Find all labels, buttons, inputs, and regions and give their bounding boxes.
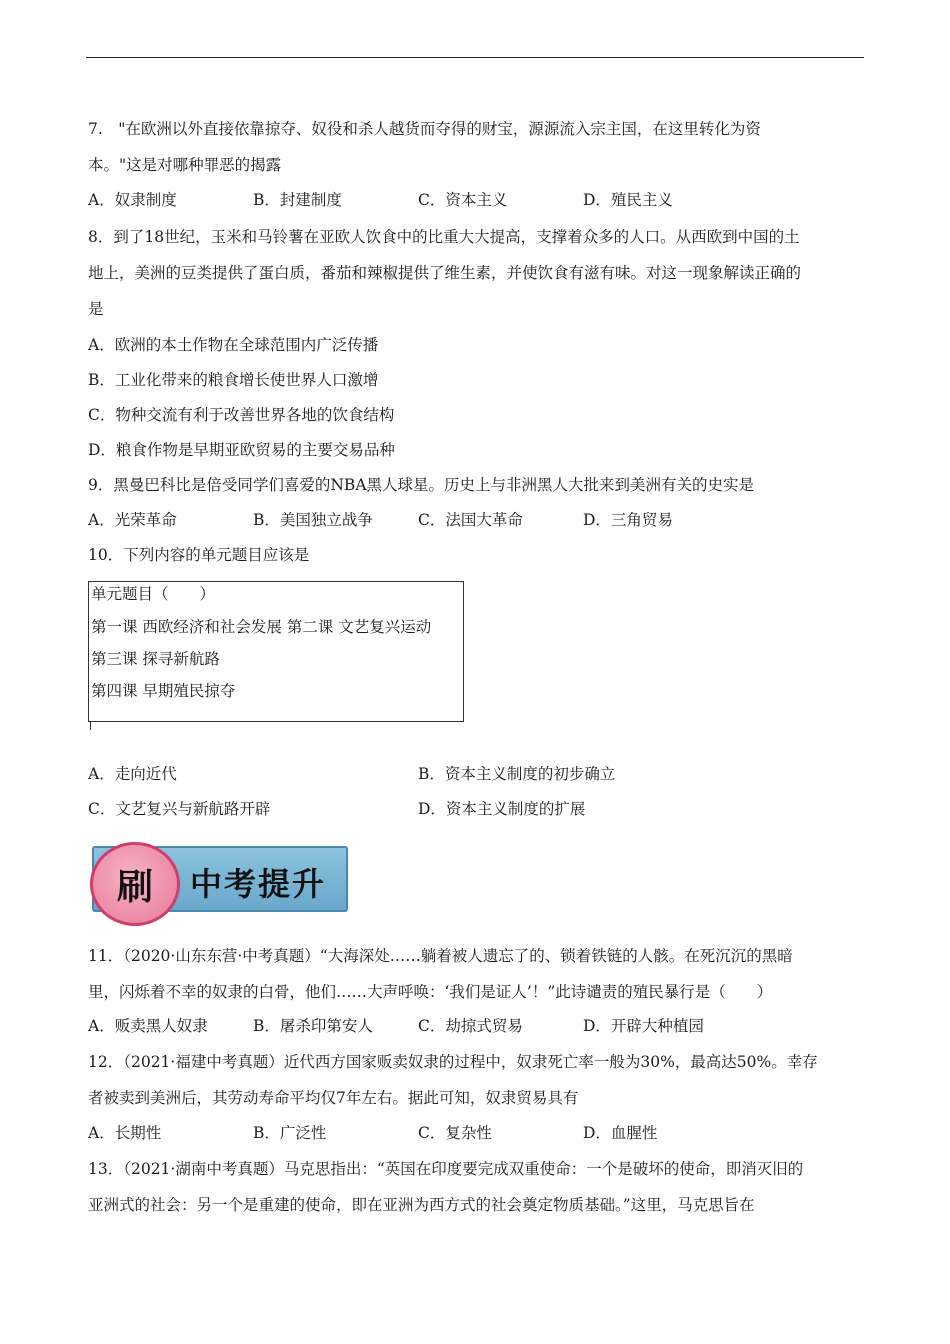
q12-option-a[interactable]: A．长期性 [88, 1124, 162, 1142]
q12-option-c[interactable]: C．复杂性 [418, 1124, 492, 1142]
q12-stem-line2: 者被卖到美洲后，其劳动寿命平均仅7年左右。据此可知，奴隶贸易具有 [88, 1089, 579, 1107]
banner-circle-badge: 刷 [90, 842, 180, 926]
q10-stem: 10．下列内容的单元题目应该是 [88, 546, 310, 564]
box-line-title: 单元题目（ ） [91, 585, 216, 603]
box-cursor-mark [90, 722, 91, 730]
q8-stem-line3: 是 [88, 300, 104, 318]
q8-stem-line2: 地上，美洲的豆类提供了蛋白质，番茄和辣椒提供了维生素，并使饮食有滋有味。对这一现象解读正确的 [88, 264, 802, 282]
box-line-lessons-1-2: 第一课 西欧经济和社会发展 第二课 文艺复兴运动 [91, 618, 432, 636]
q7-stem-line1: 7. "在欧洲以外直接依靠掠夺、奴役和杀人越货而夺得的财宝，源源流入宗主国，在这里转化为资 [88, 120, 761, 138]
section-banner [90, 842, 350, 914]
banner-title: 中考提升 [190, 865, 327, 903]
q10-option-d[interactable]: D．资本主义制度的扩展 [418, 800, 586, 818]
q12-stem-line1: 12．（2021·福建中考真题）近代西方国家贩卖奴隶的过程中，奴隶死亡率一般为30%，最高达50%。幸存 [88, 1053, 818, 1071]
q7-option-b[interactable]: B．封建制度 [253, 191, 342, 209]
q8-option-c[interactable]: C．物种交流有利于改善世界各地的饮食结构 [88, 406, 395, 424]
q7-stem-line2: 本。"这是对哪种罪恶的揭露 [88, 156, 282, 174]
box-line-lesson-4: 第四课 早期殖民掠夺 [91, 682, 236, 700]
q11-stem-line2: 里，闪烁着不幸的奴隶的白骨，他们……大声呼唤：‘我们是证人’！”此诗谴责的殖民暴行是（ ） [88, 983, 773, 1001]
q10-option-b[interactable]: B．资本主义制度的初步确立 [418, 765, 616, 783]
q11-option-d[interactable]: D．开辟大种植园 [583, 1017, 704, 1035]
q9-option-d[interactable]: D．三角贸易 [583, 511, 673, 529]
q7-option-d[interactable]: D．殖民主义 [583, 191, 673, 209]
q9-option-a[interactable]: A．光荣革命 [88, 511, 177, 529]
q8-option-a[interactable]: A．欧洲的本土作物在全球范围内广泛传播 [88, 336, 379, 354]
q13-stem-line2: 亚洲式的社会：另一个是重建的使命，即在亚洲为西方式的社会奠定物质基础。”这里，马克思旨在 [88, 1196, 755, 1214]
q10-option-a[interactable]: A．走向近代 [88, 765, 177, 783]
q11-stem-line1: 11．（2020·山东东营·中考真题）“大海深处……躺着被人遗忘了的、锁着铁链的人骸。在死沉沉的黑暗 [88, 947, 793, 965]
q9-option-b[interactable]: B．美国独立战争 [253, 511, 373, 529]
q7-option-a[interactable]: A．奴隶制度 [88, 191, 177, 209]
q9-option-c[interactable]: C．法国大革命 [418, 511, 523, 529]
q9-stem: 9．黑曼巴科比是倍受同学们喜爱的NBA黑人球星。历史上与非洲黑人大批来到美洲有关的史实是 [88, 476, 755, 494]
q12-option-b[interactable]: B．广泛性 [253, 1124, 327, 1142]
q8-option-b[interactable]: B．工业化带来的粮食增长使世界人口激增 [88, 371, 379, 389]
q10-option-c[interactable]: C．文艺复兴与新航路开辟 [88, 800, 271, 818]
q8-option-d[interactable]: D．粮食作物是早期亚欧贸易的主要交易品种 [88, 441, 395, 459]
q12-option-d[interactable]: D．血腥性 [583, 1124, 658, 1142]
q13-stem-line1: 13．（2021·湖南中考真题）马克思指出：“英国在印度要完成双重使命：一个是破坏的使命，即消灭旧的 [88, 1160, 804, 1178]
q11-option-b[interactable]: B．屠杀印第安人 [253, 1017, 373, 1035]
header-rule [86, 57, 864, 58]
unit-content-box [88, 581, 464, 722]
q11-option-c[interactable]: C．劫掠式贸易 [418, 1017, 523, 1035]
q11-option-a[interactable]: A．贩卖黑人奴隶 [88, 1017, 208, 1035]
q8-stem-line1: 8．到了18世纪，玉米和马铃薯在亚欧人饮食中的比重大大提高，支撑着众多的人口。从西欧到中国的土 [88, 228, 800, 246]
q7-option-c[interactable]: C．资本主义 [418, 191, 508, 209]
box-line-lesson-3: 第三课 探寻新航路 [91, 650, 220, 668]
